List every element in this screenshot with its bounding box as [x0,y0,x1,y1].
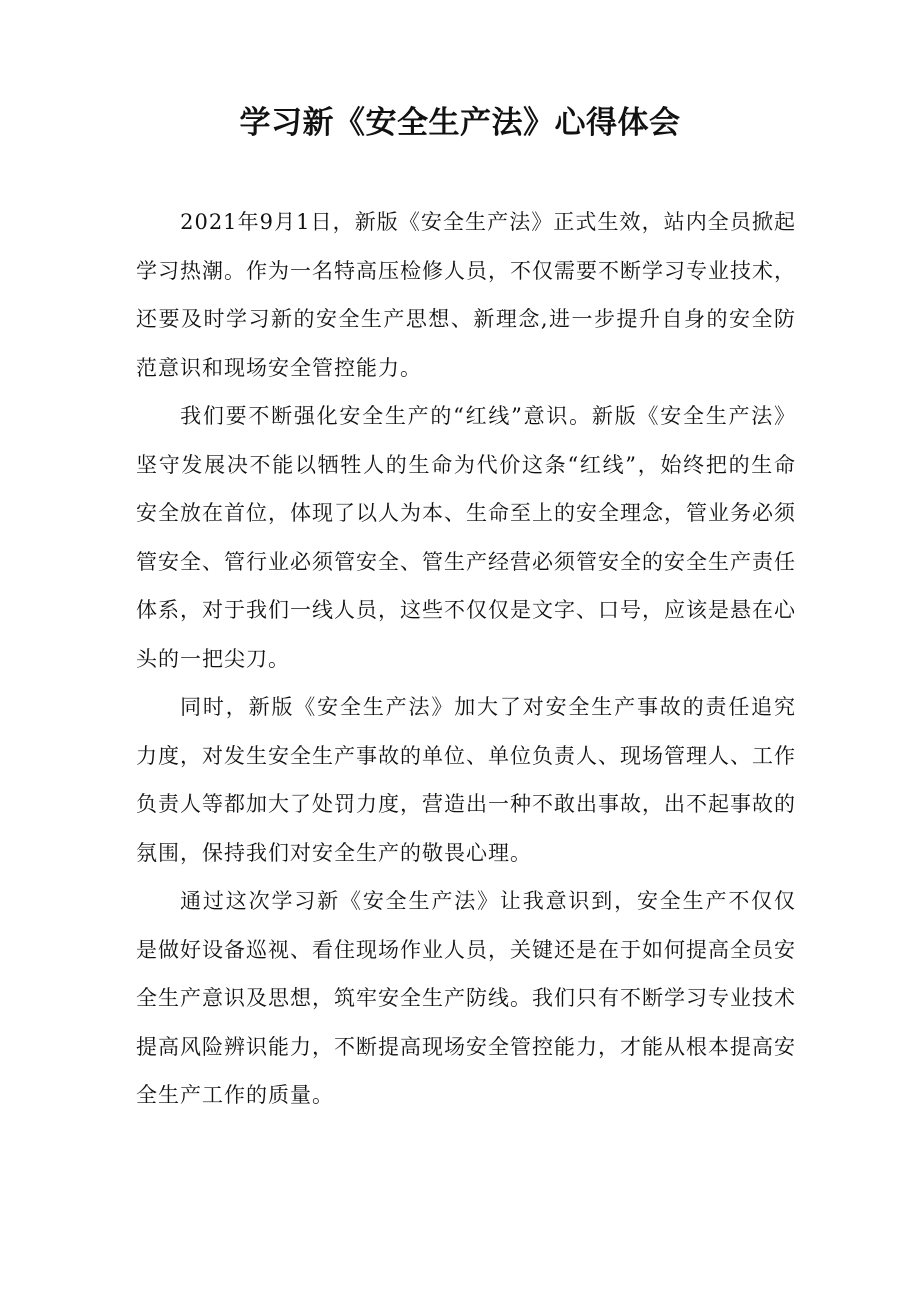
document-title: 学习新《安全生产法》心得体会 [239,105,681,141]
paragraph-2: 我们要不断强化安全生产的“红线”意识。新版《安全生产法》坚守发展决不能以牺牲人的生命为代价这条“红线”，始终把的生命安全放在首位，体现了以人为本、生命至上的安全理念，管业务必须管安全、管行业必须管安全、管生产经营必须管安全的安全生产责任体系，对于我们一线人员，这些不仅仅是文字、口号，应该是悬在心头的一把尖刀。 [136,404,796,671]
document-body [136,198,796,1120]
paragraph-4: 通过这次学习新《安全生产法》让我意识到，安全生产不仅仅是做好设备巡视、看住现场作业人员，关键还是在于如何提高全员安全生产意识及思想，筑牢安全生产防线。我们只有不断学习专业技术提高风险辨识能力，不断提高现场安全管控能力，才能从根本提高安全生产工作的质量。 [136,889,796,1107]
paragraph-3: 同时，新版《安全生产法》加大了对安全生产事故的责任追究力度，对发生安全生产事故的单位、单位负责人、现场管理人、工作负责人等都加大了处罚力度，营造出一种不敢出事故，出不起事故的氛围，保持我们对安全生产的敬畏心理。 [136,695,796,865]
paragraph-1: 2021年9月1日，新版《安全生产法》正式生效，站内全员掀起学习热潮。作为一名特高压检修人员，不仅需要不断学习专业技术，还要及时学习新的安全生产思想、新理念,进一步提升自身的安全防范意识和现场安全管控能力。 [136,210,796,380]
